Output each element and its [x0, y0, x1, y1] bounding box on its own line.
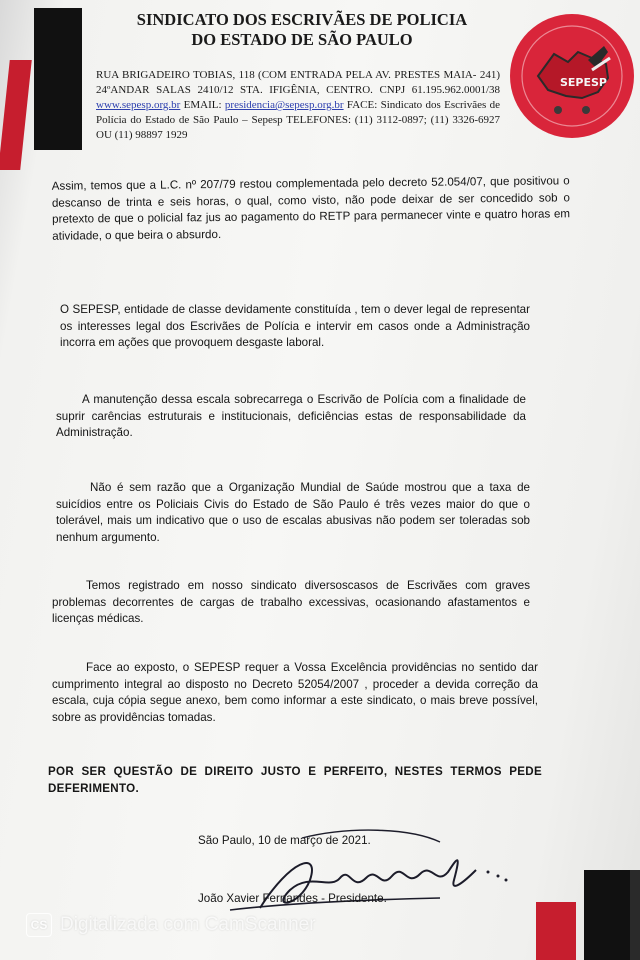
paragraph-5: Temos registrado em nosso sindicato diversoscasos de Escrivães com graves problemas decorrentes de cargas de trabalho excessivas, ocasionando afastamentos e licenças médicas.	[52, 579, 530, 625]
letterhead-title-line-1: SINDICATO DOS ESCRIVÃES DE POLICIA	[136, 10, 468, 29]
left-red-decorative-bar	[0, 60, 32, 170]
closing-request: POR SER QUESTÃO DE DIREITO JUSTO E PERFEITO, NESTES TERMOS PEDE DEFERIMENTO.	[48, 765, 542, 795]
letterhead-address	[96, 68, 500, 143]
paragraph-3: A manutenção dessa escala sobrecarrega o Escrivão de Polícia com a finalidade de suprir carências estruturais e institucionais, deficiências estas de responsabilidade da Administração.	[56, 393, 526, 439]
watermark-label: Digitalizada com CamScanner	[60, 914, 316, 935]
address-text: RUA BRIGADEIRO TOBIAS, 118 (COM ENTRADA PELA AV. PRESTES MAIA- 241) 24ºANDAR SALAS 2410/12 STA. IFIGÊNIA, CENTRO. CNPJ 61.195.962.0001/38	[96, 69, 500, 96]
letterhead-title	[96, 10, 508, 50]
handwritten-signature-icon	[200, 820, 520, 920]
website-link[interactable]: www.sepesp.org.br	[96, 99, 181, 111]
paragraph-1: Assim, temos que a L.C. nº 207/79 restou complementada pelo decreto 52.054/07, que positivou o descanso de trinta e seis horas, o qual, como visto, não pode deixar de ser concedido sob o pretexto de que o policial faz jus ao pagamento do RETP para permanecer vinte e quatro horas em atividade, o que beira o absurdo.	[51, 174, 571, 243]
bottom-right-decorative-bars	[530, 862, 640, 960]
paragraph-4: Não é sem razão que a Organização Mundial de Saúde mostrou que a taxa de suicídios entre os Policiais Civis do Estado de São Paulo é três vezes maior do que o tolerável, mais um indicativo que o uso de escalas abusivas não podem ser toleradas sob nenhum argumento.	[56, 481, 530, 544]
email-label: EMAIL:	[180, 99, 225, 111]
signer-name: João Xavier Fernandes - Presidente.	[198, 892, 387, 905]
letterhead-title-line-2: DO ESTADO DE SÃO PAULO	[191, 30, 413, 49]
camscanner-logo-icon: CS	[26, 913, 52, 937]
place-and-date: São Paulo, 10 de março de 2021.	[198, 834, 371, 847]
logo-text: SEPESP	[560, 76, 607, 89]
camscanner-watermark	[26, 912, 316, 938]
email-link[interactable]: presidencia@sepesp.org.br	[224, 99, 344, 111]
union-seal-icon	[508, 12, 636, 140]
address-contact-text: FACE: Sindicato dos Escrivães de Polícia do Estado de São Paulo – Sepesp TELEFONES: (11) 3112-0897; (11) 3326-6927 OU (11) 98897 1929	[96, 99, 501, 141]
left-black-decorative-bar	[34, 8, 82, 150]
paragraph-2: O SEPESP, entidade de classe devidamente constituída , tem o dever legal de representar os interesses legal dos Escrivães de Polícia e intervir em casos onde a Administração incorra em ações que provoquem desgaste laboral.	[60, 303, 530, 349]
paragraph-6: Face ao exposto, o SEPESP requer a Vossa Excelência providências no sentido dar cumprimento integral ao disposto no Decreto 52054/2007 , proceder a devida correção da escala, cuja cópia segue anexo, bem como informar a este sindicato, o mais breve possível, sobre as providências tomadas.	[52, 661, 538, 724]
